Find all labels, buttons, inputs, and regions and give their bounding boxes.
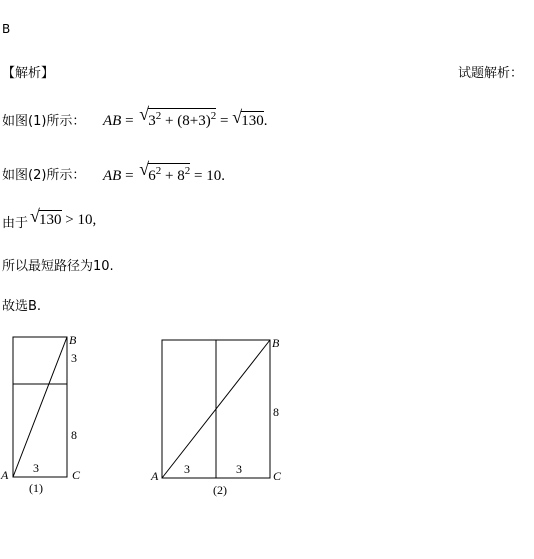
figure-1 [0,333,81,495]
line2-exp-b: 2 [184,165,191,177]
figure1-seg-top: 3 [71,351,77,365]
analysis-title-right: 试题解析： [458,66,524,81]
figure-2 [150,336,282,497]
line5-choice: 故选B. [2,299,42,314]
figure2-label-a: A [151,469,159,483]
line1-paren: (8+3) [177,113,211,129]
figure1-base: 3 [33,461,39,475]
figure2-caption: (2) [213,483,227,497]
radical-sign: √ [139,159,150,179]
line1-exp-a: 2 [155,110,162,122]
figure2-base-right: 3 [236,462,242,476]
figure2-side: 8 [273,405,279,419]
figure1-label-b: B [69,333,77,347]
radical-sign: √ [232,107,243,127]
line3-rad: 130 [39,212,62,228]
figure1-diagonal [13,337,67,477]
line2-result: 10. [206,168,225,184]
line3-rest: > 10, [65,212,97,228]
line1-result: 130 [241,113,264,129]
line3-prefix: 由于 [2,216,29,231]
line2-eq: = [125,168,134,184]
line2-rad-b: 8 [177,168,185,184]
figure1-seg-bottom: 8 [71,428,77,442]
radical-sign: √ [139,104,150,124]
analysis-label: 【解析】 [2,66,55,81]
line1-plus: + [165,113,174,129]
line1-end: . [263,113,268,129]
line1-eq: = [125,113,134,129]
line2-lhs: AB [103,168,122,184]
line4-conclusion: 所以最短路径为10. [2,259,114,274]
line1-prefix: 如图(1)所示： [2,114,86,129]
line1-eq2: = [219,113,229,129]
line2-exp-a: 2 [155,165,162,177]
figure2-label-c: C [273,469,282,483]
figure1-label-a: A [1,468,9,482]
line2-prefix: 如图(2)所示： [2,168,86,183]
line2-plus: + [165,168,174,184]
line1-lhs: AB [103,113,122,129]
line2-rad-a: 6 [148,168,156,184]
line2-eq2: = [194,168,203,184]
figure2-label-b: B [272,336,280,350]
radical-sign: √ [30,206,40,226]
line1-rad-a: 3 [148,113,156,129]
figure1-label-c: C [72,468,81,482]
line1-exp-b: 2 [210,110,217,122]
answer-letter: B [2,22,11,36]
figure1-caption: (1) [29,481,43,495]
figure2-base-left: 3 [184,462,190,476]
